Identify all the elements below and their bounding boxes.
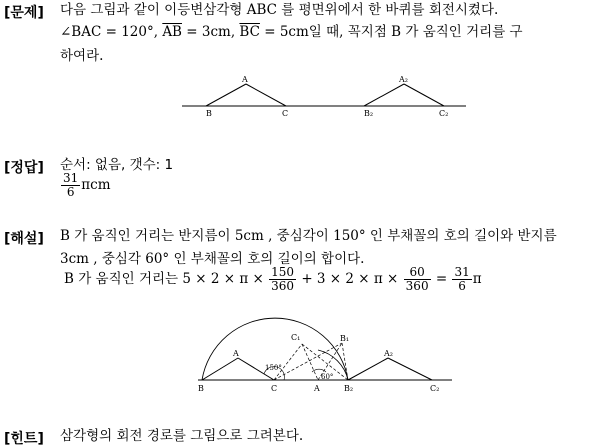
formula-frac-2-den: 360 <box>405 279 429 293</box>
label-b2: B₂ <box>364 109 374 118</box>
formula-frac-2 <box>404 266 431 293</box>
label-angle-60: 60° <box>321 373 334 381</box>
solution-line-1: B 가 움직인 거리는 반지름이 5cm , 중심각이 150° 인 부채꼴의 호의 길이와 반지름 <box>60 228 557 244</box>
label-b1: B₁ <box>340 334 350 343</box>
dashed-c1-a1 <box>302 344 318 380</box>
formula-frac-1-den: 360 <box>271 279 295 293</box>
formula-frac-2-num: 60 <box>404 266 431 280</box>
hint-text: 삼각형의 회전 경로를 그림으로 그려본다. <box>60 428 304 444</box>
side-ac <box>246 84 286 106</box>
answer-den: 6 <box>66 185 75 199</box>
label-a2: A₂ <box>399 75 408 84</box>
problem-line-3: 하여라. <box>60 48 104 64</box>
formula-equals: = <box>435 271 448 287</box>
label-c: C <box>271 384 278 393</box>
side-a2c2 <box>388 358 432 380</box>
formula-prefix: B 가 움직인 거리는 5 × 2 × π × <box>64 271 264 287</box>
label-a2: A₂ <box>384 349 393 358</box>
problem-line-2-rest: 일 때, 꼭지점 B 가 움직인 거리를 구 <box>308 24 523 40</box>
label-c2: C₂ <box>430 384 440 393</box>
side-b2a2 <box>348 358 388 380</box>
problem-line-2 <box>60 22 523 42</box>
label-a: A <box>242 75 248 84</box>
answer-num: 31 <box>63 171 79 185</box>
side-a2c2 <box>404 84 444 106</box>
problem-line-1: 다음 그림과 같이 이등변삼각형 ABC 를 평면위에서 한 바퀴를 회전시켰다. <box>60 2 499 18</box>
segment-ab-value: = 3cm, <box>181 24 236 40</box>
segment-bc-value: = 5cm <box>259 24 309 40</box>
solution-formula <box>64 266 482 293</box>
answer-line-1: 순서: 없음, 갯수: 1 <box>60 157 174 173</box>
problem-label: [문제] <box>4 5 44 21</box>
formula-frac-3 <box>452 266 471 293</box>
problem-figure <box>180 70 470 122</box>
label-a1: A <box>314 384 320 393</box>
angle-bac: ∠BAC = 120°, <box>60 24 159 40</box>
formula-frac-1-num: 150 <box>271 265 295 279</box>
side-ba <box>206 84 246 106</box>
label-a: A <box>233 349 239 358</box>
answer-label: [정답] <box>4 160 44 176</box>
answer-unit: πcm <box>81 177 111 193</box>
formula-suffix: π <box>472 271 482 287</box>
segment-ab: $\overline{AB}$ <box>162 24 182 40</box>
label-b: B <box>198 384 204 393</box>
formula-frac-3-den: 6 <box>458 279 466 293</box>
solution-label: [해설] <box>4 231 44 247</box>
formula-mid: + 3 × 2 × π × <box>301 271 399 287</box>
formula-frac-3-num: 31 <box>454 265 470 279</box>
label-c: C <box>282 109 289 118</box>
side-b2a2 <box>364 84 404 106</box>
formula-frac-1 <box>269 266 296 293</box>
solution-line-2: 3cm , 중심각 60° 인 부채꼴의 호의 길이의 합이다. <box>60 251 365 267</box>
label-b2: B₂ <box>344 384 354 393</box>
label-c1: C₁ <box>291 333 301 342</box>
label-b: B <box>206 109 212 118</box>
dashed-c-c1 <box>274 344 302 380</box>
label-angle-150: 150° <box>265 364 282 372</box>
answer-value <box>60 172 111 199</box>
segment-bc: $\overline{BC}$ <box>239 24 260 40</box>
answer-fraction <box>61 172 80 199</box>
label-c2: C₂ <box>439 109 449 118</box>
hint-label: [힌트] <box>4 431 44 447</box>
solution-figure <box>190 300 465 400</box>
